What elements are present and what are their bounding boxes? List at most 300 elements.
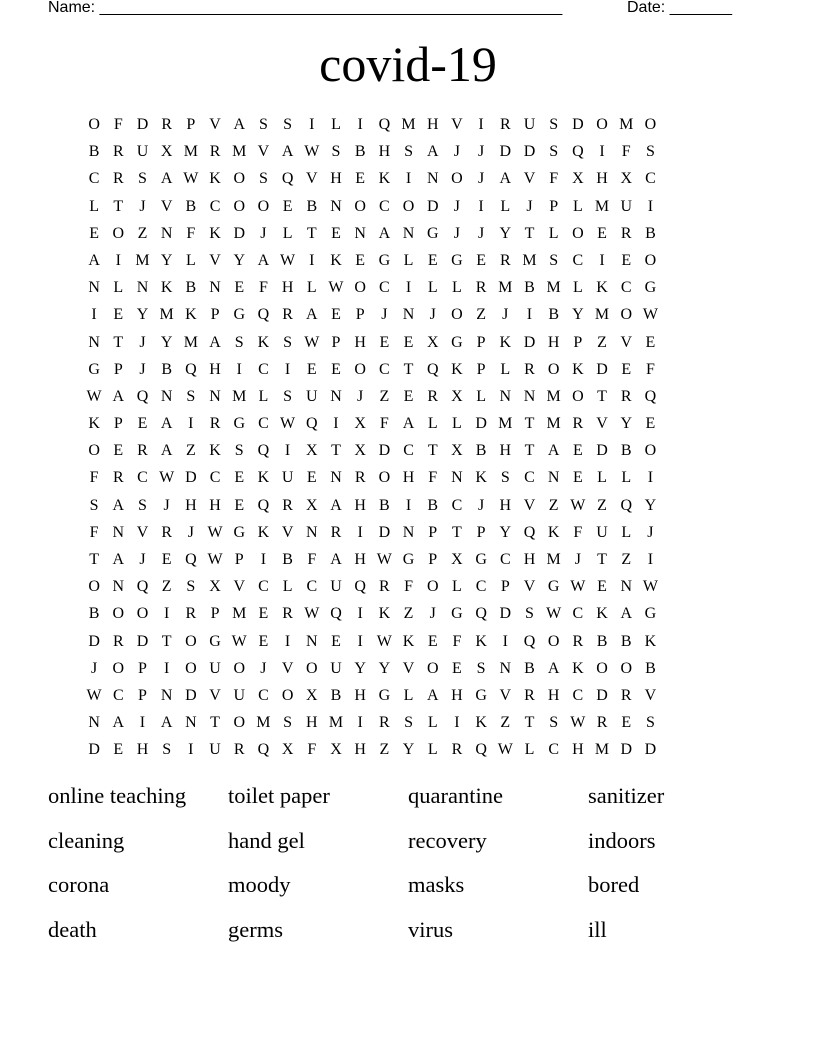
grid-letter: G: [233, 523, 245, 541]
grid-letter: O: [547, 632, 560, 650]
grid-letter: B: [620, 442, 632, 460]
grid-letter: Y: [402, 741, 415, 759]
grid-letter: H: [136, 741, 149, 759]
grid-letter: U: [596, 523, 608, 541]
grid-letter: I: [163, 605, 170, 623]
grid-letter: Y: [136, 306, 149, 324]
grid-letter: V: [523, 170, 536, 188]
grid-letter: R: [499, 251, 511, 269]
grid-letter: M: [135, 251, 150, 269]
grid-letter: I: [188, 415, 194, 433]
grid-row: [82, 111, 732, 138]
grid-letter: G: [644, 605, 657, 623]
grid-letter: N: [209, 279, 221, 297]
grid-letter: X: [620, 170, 632, 188]
grid-letter: K: [475, 632, 487, 650]
grid-letter: E: [597, 578, 607, 596]
grid-letter: V: [620, 333, 632, 351]
grid-letter: H: [402, 469, 415, 487]
grid-letter: O: [185, 632, 197, 650]
grid-letter: H: [451, 686, 463, 704]
grid-letter: O: [306, 659, 318, 677]
grid-letter: W: [642, 578, 658, 596]
grid-letter: N: [499, 659, 512, 677]
grid-letter: R: [620, 387, 632, 405]
grid-letter: P: [355, 306, 365, 324]
grid-letter: H: [499, 496, 512, 514]
grid-letter: D: [88, 632, 100, 650]
grid-letter: E: [331, 306, 341, 324]
grid-letter: X: [209, 578, 221, 596]
grid-letter: J: [139, 197, 146, 215]
grid-letter: O: [596, 659, 608, 677]
grid-letter: D: [378, 523, 391, 541]
grid-letter: F: [428, 469, 438, 487]
grid-letter: W: [86, 387, 102, 405]
grid-letter: H: [354, 741, 366, 759]
grid-letter: M: [619, 116, 634, 133]
grid-letter: K: [547, 523, 560, 541]
grid-letter: A: [233, 116, 245, 133]
grid-letter: Y: [160, 333, 173, 351]
name-blank: ____________________________________________________: [99, 0, 563, 16]
grid-letter: U: [620, 197, 632, 215]
grid-letter: Y: [233, 251, 245, 269]
grid-letter: T: [113, 333, 124, 351]
grid-letter: F: [307, 741, 317, 759]
grid-letter: D: [644, 741, 657, 759]
grid-letter: E: [331, 224, 341, 242]
grid-letter: J: [139, 551, 146, 568]
grid-letter: Z: [597, 496, 607, 514]
grid-letter: I: [647, 197, 654, 215]
grid-letter: K: [209, 170, 221, 188]
grid-letter: K: [596, 605, 608, 623]
grid-letter: I: [163, 659, 170, 677]
grid-row: [82, 492, 732, 519]
grid-letter: S: [549, 143, 559, 161]
grid-letter: L: [403, 686, 414, 704]
grid-letter: M: [498, 415, 513, 433]
grid-letter: X: [451, 387, 463, 405]
grid-row: [82, 546, 732, 573]
grid-letter: K: [209, 224, 221, 242]
grid-row: [82, 329, 732, 356]
grid-letter: X: [354, 415, 366, 433]
grid-row: [82, 410, 732, 437]
grid-letter: Q: [378, 116, 391, 133]
grid-letter: X: [354, 442, 366, 460]
grid-letter: Q: [136, 387, 149, 405]
grid-letter: C: [572, 605, 584, 623]
grid-letter: F: [452, 632, 462, 650]
grid-letter: J: [187, 523, 194, 541]
grid-letter: I: [333, 415, 339, 433]
grid-letter: M: [522, 251, 537, 269]
grid-letter: O: [426, 578, 439, 596]
grid-letter: E: [572, 469, 583, 487]
grid-letter: L: [548, 224, 559, 242]
grid-row: [82, 519, 732, 546]
grid-letter: W: [86, 686, 102, 704]
grid-letter: C: [645, 170, 656, 188]
grid-letter: F: [621, 143, 631, 161]
grid-letter: Z: [621, 551, 632, 568]
grid-letter: G: [451, 605, 463, 623]
grid-letter: W: [546, 605, 562, 623]
grid-letter: O: [402, 197, 415, 215]
grid-letter: X: [330, 741, 342, 759]
grid-letter: E: [331, 360, 341, 378]
grid-letter: J: [477, 224, 485, 242]
grid-letter: N: [136, 279, 149, 297]
grid-letter: W: [570, 714, 586, 732]
grid-letter: S: [162, 741, 172, 759]
grid-letter: J: [647, 523, 654, 541]
grid-letter: I: [236, 360, 242, 378]
grid-letter: J: [477, 496, 485, 514]
grid-letter: P: [476, 333, 486, 351]
grid-letter: S: [186, 387, 196, 405]
word-bank-item: toilet paper: [228, 783, 330, 808]
grid-letter: G: [426, 224, 439, 242]
grid-letter: B: [161, 360, 172, 378]
grid-letter: B: [620, 632, 632, 650]
grid-letter: K: [209, 442, 221, 460]
grid-letter: U: [523, 116, 536, 133]
grid-letter: R: [282, 605, 293, 623]
grid-letter: L: [89, 197, 99, 215]
grid-letter: I: [91, 306, 97, 324]
grid-letter: P: [138, 659, 147, 677]
grid-letter: P: [186, 116, 196, 133]
grid-letter: A: [547, 659, 560, 677]
grid-letter: K: [257, 333, 270, 351]
grid-letter: S: [283, 333, 293, 351]
grid-letter: R: [620, 686, 632, 704]
grid-letter: O: [620, 659, 632, 677]
grid-letter: W: [642, 306, 658, 324]
grid-letter: P: [113, 360, 123, 378]
grid-letter: S: [525, 605, 534, 623]
grid-letter: L: [427, 741, 438, 759]
grid-letter: N: [547, 469, 560, 487]
grid-letter: S: [331, 143, 341, 161]
grid-letter: T: [524, 442, 535, 460]
grid-letter: W: [304, 333, 320, 351]
grid-letter: Z: [403, 605, 414, 623]
grid-letter: A: [620, 605, 632, 623]
grid-letter: W: [304, 605, 320, 623]
grid-letter: I: [478, 116, 484, 133]
grid-letter: Q: [136, 578, 149, 596]
grid-letter: Z: [548, 496, 559, 514]
grid-letter: V: [136, 523, 149, 541]
grid-letter: O: [426, 659, 439, 677]
word-bank-item: sanitizer: [588, 783, 665, 808]
grid-letter: E: [331, 632, 341, 650]
grid-letter: L: [427, 415, 438, 433]
grid-letter: Y: [572, 306, 584, 324]
grid-letter: E: [355, 170, 366, 188]
grid-letter: E: [89, 224, 99, 242]
grid-row: [82, 464, 732, 491]
grid-letter: J: [453, 224, 461, 242]
grid-letter: N: [88, 333, 100, 351]
grid-letter: C: [258, 686, 269, 704]
grid-letter: E: [572, 442, 583, 460]
grid-letter: K: [257, 523, 270, 541]
grid-letter: G: [88, 360, 100, 378]
grid-letter: L: [476, 387, 486, 405]
grid-letter: B: [306, 197, 318, 215]
grid-letter: C: [475, 578, 487, 596]
grid-letter: E: [621, 251, 632, 269]
grid-letter: Q: [185, 360, 197, 378]
grid-letter: E: [379, 333, 390, 351]
grid-letter: D: [426, 197, 439, 215]
grid-letter: N: [354, 224, 366, 242]
grid-letter: E: [306, 360, 317, 378]
date-field: [627, 0, 732, 18]
grid-letter: E: [234, 469, 245, 487]
grid-letter: N: [112, 523, 125, 541]
grid-row: [82, 682, 732, 709]
grid-letter: O: [136, 605, 149, 623]
grid-letter: L: [185, 251, 196, 269]
grid-letter: R: [233, 741, 245, 759]
grid-letter: L: [427, 279, 438, 297]
grid-letter: V: [451, 116, 463, 133]
grid-letter: H: [209, 360, 221, 378]
name-field: [48, 0, 562, 18]
grid-letter: F: [404, 578, 413, 596]
grid-letter: S: [645, 714, 655, 732]
grid-letter: J: [163, 496, 170, 514]
grid-row: [82, 437, 732, 464]
grid-row: [82, 274, 732, 301]
grid-letter: R: [524, 686, 535, 704]
grid-letter: L: [452, 415, 462, 433]
grid-letter: E: [621, 360, 632, 378]
grid-letter: D: [596, 686, 608, 704]
grid-letter: N: [160, 686, 173, 704]
grid-letter: S: [549, 251, 559, 269]
grid-letter: X: [426, 333, 439, 351]
grid-letter: M: [401, 116, 416, 133]
grid-letter: B: [330, 686, 342, 704]
grid-letter: A: [402, 415, 415, 433]
grid-letter: A: [330, 551, 342, 568]
grid-letter: L: [452, 279, 462, 297]
grid-letter: B: [524, 659, 535, 677]
grid-letter: F: [549, 170, 559, 188]
grid-letter: I: [357, 714, 363, 732]
grid-letter: S: [283, 116, 293, 133]
grid-letter: M: [546, 415, 561, 433]
grid-letter: F: [258, 279, 268, 297]
grid-letter: G: [475, 686, 487, 704]
grid-letter: Q: [354, 578, 366, 596]
grid-letter: W: [376, 632, 392, 650]
grid-letter: F: [89, 523, 99, 541]
grid-letter: C: [451, 496, 463, 514]
grid-letter: S: [138, 496, 147, 514]
grid-letter: E: [645, 333, 656, 351]
grid-letter: A: [426, 686, 439, 704]
grid-letter: V: [499, 686, 512, 704]
grid-letter: A: [426, 143, 439, 161]
grid-letter: R: [379, 714, 390, 732]
grid-letter: R: [427, 387, 439, 405]
grid-letter: J: [477, 170, 485, 188]
grid-letter: J: [453, 143, 461, 161]
grid-letter: N: [402, 306, 415, 324]
grid-letter: B: [548, 306, 559, 324]
grid-letter: F: [645, 360, 655, 378]
word-bank-item: corona: [48, 872, 110, 897]
grid-letter: W: [183, 170, 199, 188]
grid-letter: B: [185, 279, 197, 297]
grid-letter: C: [548, 741, 559, 759]
grid-letter: M: [594, 306, 610, 324]
grid-letter: I: [309, 251, 315, 269]
grid-letter: S: [500, 469, 510, 487]
grid-letter: E: [645, 415, 656, 433]
grid-row: [82, 736, 732, 763]
grid-letter: A: [330, 496, 342, 514]
grid-letter: N: [330, 197, 342, 215]
grid-letter: M: [498, 279, 513, 297]
grid-letter: S: [234, 333, 244, 351]
grid-letter: B: [354, 143, 366, 161]
grid-letter: T: [452, 523, 462, 541]
grid-letter: G: [644, 279, 657, 297]
grid-letter: O: [112, 659, 125, 677]
grid-letter: N: [185, 714, 197, 732]
grid-letter: I: [309, 116, 315, 133]
word-bank-item: cleaning: [48, 827, 125, 853]
grid-letter: Q: [185, 551, 197, 568]
grid-letter: V: [209, 251, 221, 269]
grid-letter: E: [113, 306, 124, 324]
grid-letter: V: [233, 578, 245, 596]
grid-letter: X: [451, 442, 463, 460]
grid-letter: I: [188, 741, 194, 759]
grid-letter: N: [402, 523, 415, 541]
grid-letter: L: [500, 197, 511, 215]
word-search-grid: [82, 111, 732, 764]
grid-letter: A: [160, 415, 173, 433]
grid-letter: Q: [281, 170, 294, 188]
grid-letter: A: [378, 224, 391, 242]
grid-letter: S: [549, 714, 559, 732]
grid-letter: F: [307, 551, 317, 568]
grid-letter: L: [452, 578, 462, 596]
grid-letter: F: [379, 415, 389, 433]
grid-letter: I: [599, 251, 605, 269]
grid-letter: K: [572, 360, 584, 378]
grid-letter: X: [572, 170, 584, 188]
grid-letter: L: [306, 279, 317, 297]
grid-letter: R: [596, 714, 608, 732]
word-bank-item: online teaching: [48, 783, 187, 808]
grid-letter: Y: [378, 659, 391, 677]
grid-letter: Z: [476, 306, 486, 324]
grid-letter: Q: [475, 605, 487, 623]
grid-letter: B: [379, 496, 390, 514]
grid-letter: O: [644, 116, 657, 133]
grid-letter: U: [209, 659, 221, 677]
grid-letter: L: [621, 469, 632, 487]
grid-letter: K: [499, 333, 512, 351]
grid-letter: M: [183, 143, 198, 161]
word-bank-item: bored: [588, 872, 640, 897]
grid-letter: U: [330, 659, 342, 677]
grid-letter: E: [258, 632, 269, 650]
grid-letter: F: [186, 224, 196, 242]
grid-letter: R: [161, 116, 172, 133]
grid-letter: J: [453, 197, 461, 215]
grid-letter: O: [451, 306, 463, 324]
grid-letter: B: [645, 224, 656, 242]
grid-letter: X: [281, 741, 294, 759]
grid-letter: Q: [523, 632, 536, 650]
grid-letter: V: [209, 116, 221, 133]
grid-letter: E: [355, 251, 366, 269]
grid-letter: E: [161, 551, 172, 568]
grid-letter: Z: [137, 224, 148, 242]
grid-letter: C: [209, 197, 221, 215]
grid-row: [82, 220, 732, 247]
grid-letter: Y: [160, 251, 173, 269]
grid-letter: R: [499, 116, 511, 133]
grid-letter: J: [260, 659, 267, 677]
grid-letter: J: [429, 605, 436, 623]
grid-letter: L: [621, 523, 632, 541]
grid-letter: L: [282, 224, 293, 242]
grid-row: [82, 356, 732, 383]
grid-letter: V: [596, 415, 608, 433]
grid-letter: H: [378, 143, 391, 161]
grid-letter: K: [572, 659, 584, 677]
grid-letter: Z: [379, 741, 390, 759]
date-blank: _______: [669, 0, 732, 16]
grid-letter: N: [160, 224, 173, 242]
grid-letter: M: [546, 551, 561, 568]
grid-letter: F: [113, 116, 123, 133]
grid-letter: C: [88, 170, 100, 188]
grid-letter: D: [88, 741, 100, 759]
grid-letter: V: [402, 659, 415, 677]
grid-letter: L: [113, 279, 124, 297]
grid-letter: Y: [499, 523, 512, 541]
grid-letter: P: [210, 306, 220, 324]
grid-letter: O: [88, 116, 100, 133]
grid-letter: R: [209, 143, 221, 161]
grid-letter: O: [378, 469, 391, 487]
grid-letter: I: [284, 632, 291, 650]
grid-letter: D: [475, 415, 487, 433]
grid-letter: O: [354, 279, 366, 297]
grid-letter: O: [281, 686, 294, 704]
grid-letter: K: [475, 714, 487, 732]
grid-letter: D: [185, 686, 197, 704]
grid-letter: C: [209, 469, 221, 487]
grid-letter: C: [379, 360, 390, 378]
grid-letter: N: [88, 279, 100, 297]
grid-letter: I: [502, 632, 508, 650]
